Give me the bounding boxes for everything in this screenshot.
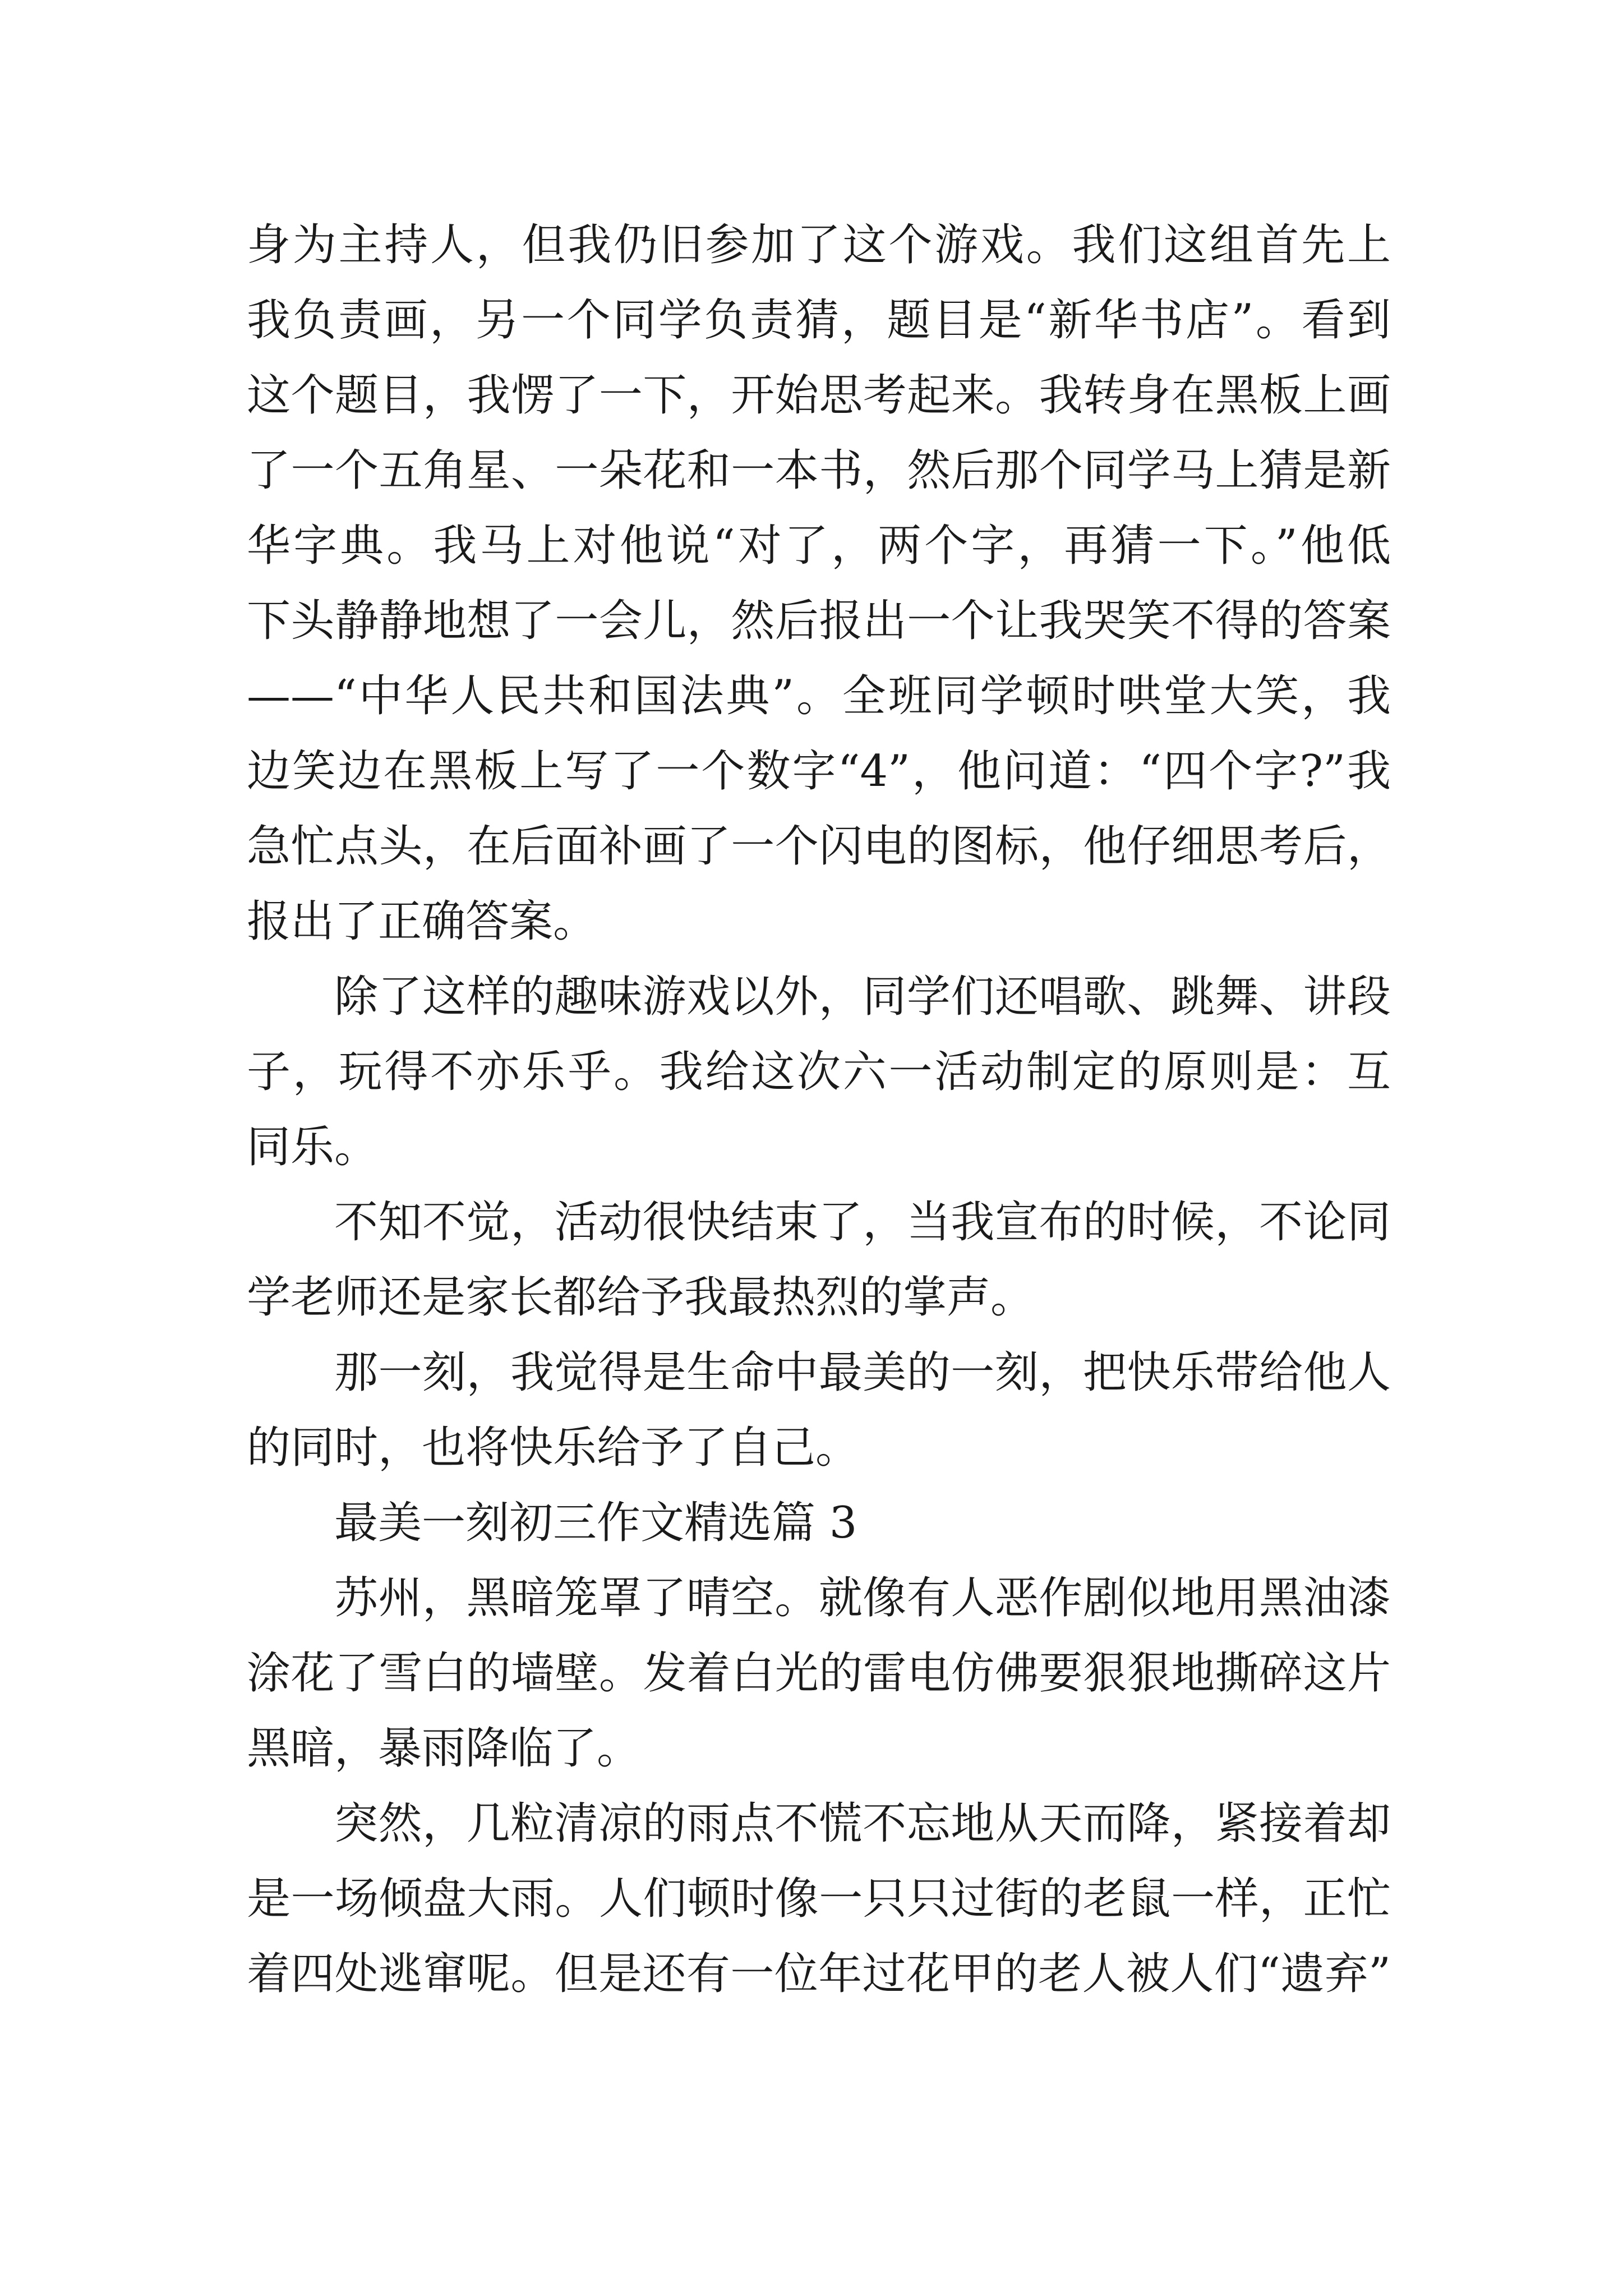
text-line: 黑暗，暴雨降临了。: [247, 1723, 641, 1774]
text-line: 了一个五角星、一朵花和一本书，然后那个同学马上猜是新: [247, 445, 1391, 496]
essay-body: [247, 208, 1391, 2012]
text-line: 我负责画，另一个同学负责猜，题目是“新华书店”。看到: [247, 295, 1391, 346]
paragraph-start-line: 苏州，黑暗笼罩了晴空。就像有人恶作剧似地用黑油漆: [334, 1573, 1391, 1623]
text-line: 边笑边在黑板上写了一个数字“4”，他问道：“四个字?”我: [247, 746, 1391, 797]
text-line: 急忙点头，在后面补画了一个闪电的图标，他仔细思考后，: [247, 821, 1391, 872]
paragraph-start-line: 突然，几粒清凉的雨点不慌不忘地从天而降，紧接着却: [334, 1798, 1391, 1849]
text-line: 身为主持人，但我仍旧参加了这个游戏。我们这组首先上: [247, 220, 1391, 270]
text-line: 学老师还是家长都给予我最热烈的掌声。: [247, 1272, 1035, 1323]
text-line: 着四处逃窜呢。但是还有一位年过花甲的老人被人们“遗弃”: [247, 1949, 1391, 1999]
text-line: 下头静静地想了一会儿，然后报出一个让我哭笑不得的答案: [247, 596, 1391, 646]
text-line: 子，玩得不亦乐乎。我给这次六一活动制定的原则是：互: [247, 1047, 1391, 1097]
text-line: 华字典。我马上对他说“对了，两个字，再猜一下。”他低: [247, 521, 1391, 571]
text-line: 涂花了雪白的墙壁。发着白光的雷电仿佛要狠狠地撕碎这片: [247, 1648, 1391, 1699]
text-line: 这个题目，我愣了一下，开始思考起来。我转身在黑板上画: [247, 370, 1391, 421]
paragraph-start-line: 除了这样的趣味游戏以外，同学们还唱歌、跳舞、讲段: [334, 972, 1391, 1022]
paragraph-start-line: 不知不觉，活动很快结束了，当我宣布的时候，不论同: [334, 1197, 1391, 1248]
text-line: 是一场倾盘大雨。人们顿时像一只只过街的老鼠一样，正忙: [247, 1874, 1391, 1924]
paragraph-start-line: 那一刻，我觉得是生命中最美的一刻，把快乐带给他人: [334, 1347, 1391, 1398]
text-line: 报出了正确答案。: [247, 896, 597, 947]
text-line: 的同时，也将快乐给予了自己。: [247, 1423, 860, 1473]
text-line: ——“中华人民共和国法典”。全班同学顿时哄堂大笑，我: [247, 671, 1391, 721]
text-line: 同乐。: [247, 1122, 379, 1172]
paragraph-start-line: 最美一刻初三作文精选篇 3: [334, 1498, 857, 1548]
